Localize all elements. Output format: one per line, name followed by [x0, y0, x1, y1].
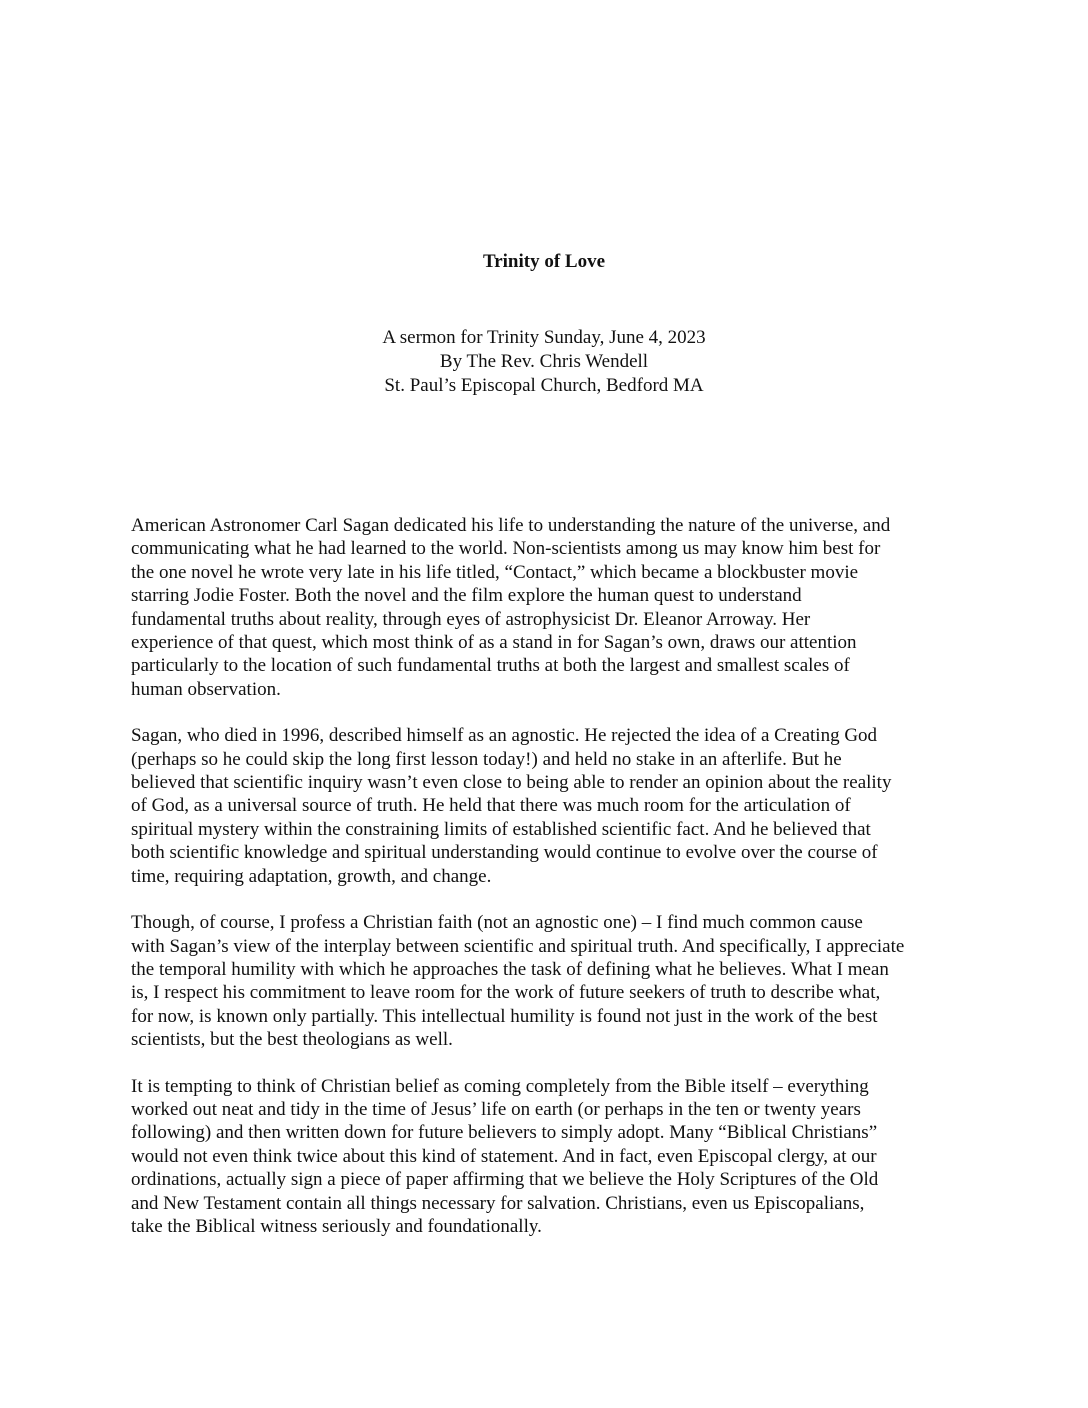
paragraph-sagan-agnostic: [131, 724, 971, 888]
text-line: scientists, but the best theologians as well.: [131, 1029, 453, 1051]
paragraph-sagan-intro: [131, 514, 971, 701]
sermon-occasion: A sermon for Trinity Sunday, June 4, 2023: [382, 327, 706, 348]
text-line: ordinations, actually sign a piece of paper affirming that we believe the Holy Scriptures of the Old: [131, 1169, 879, 1191]
text-line: (perhaps so he could skip the long first lesson today!) and held no stake in an afterlife. But he: [131, 748, 842, 770]
text-line: take the Biblical witness seriously and foundationally.: [131, 1215, 542, 1237]
paragraph-christian-faith: [131, 911, 971, 1051]
text-line: American Astronomer Carl Sagan dedicated his life to understanding the nature of the universe, and: [131, 515, 891, 536]
text-line: and New Testament contain all things necessary for salvation. Christians, even us Episcopalians,: [131, 1192, 865, 1214]
paragraph-biblical-belief: [131, 1075, 971, 1239]
text-line: believed that scientific inquiry wasn’t even close to being able to render an opinion about the reality: [131, 772, 892, 794]
text-line: would not even think twice about this kind of statement. And in fact, even Episcopal clergy, at our: [131, 1145, 877, 1167]
sermon-body: [131, 514, 971, 1261]
text-line: communicating what he had learned to the world. Non-scientists among us may know him best for: [131, 538, 881, 560]
text-line: Though, of course, I profess a Christian faith (not an agnostic one) – I find much common cause: [131, 912, 863, 934]
text-line: spiritual mystery within the constraining limits of established scientific fact. And he believed that: [131, 818, 871, 840]
text-line: Sagan, who died in 1996, described himself as an agnostic. He rejected the idea of a Creating God: [131, 725, 878, 747]
sermon-author: By The Rev. Chris Wendell: [439, 351, 649, 372]
text-line: the temporal humility with which he approaches the task of defining what he believes. What I mean: [131, 958, 889, 980]
text-line: particularly to the location of such fundamental truths at both the largest and smallest scales of: [131, 655, 850, 677]
text-line: starring Jodie Foster. Both the novel and the film explore the human quest to understand: [131, 585, 802, 607]
sermon-title: Trinity of Love: [482, 251, 606, 272]
text-line: time, requiring adaptation, growth, and change.: [131, 865, 492, 887]
text-line: is, I respect his commitment to leave room for the work of future seekers of truth to describe what,: [131, 982, 881, 1004]
sermon-church: St. Paul’s Episcopal Church, Bedford MA: [384, 375, 704, 396]
text-line: the one novel he wrote very late in his life titled, “Contact,” which became a blockbuster movie: [131, 561, 859, 583]
text-line: of God, as a universal source of truth. He held that there was much room for the articulation of: [131, 795, 851, 817]
text-line: fundamental truths about reality, through eyes of astrophysicist Dr. Eleanor Arroway. Her: [131, 608, 811, 630]
sermon-byline: [0, 326, 1088, 398]
text-line: for now, is known only partially. This intellectual humility is found not just in the work of the best: [131, 1005, 878, 1027]
text-line: worked out neat and tidy in the time of Jesus’ life on earth (or perhaps in the ten or twenty years: [131, 1098, 861, 1120]
text-line: It is tempting to think of Christian belief as coming completely from the Bible itself – everything: [131, 1075, 869, 1097]
text-line: following) and then written down for future believers to simply adopt. Many “Biblical Christians”: [131, 1122, 878, 1144]
text-line: human observation.: [131, 678, 281, 700]
text-line: both scientific knowledge and spiritual understanding would continue to evolve over the course of: [131, 842, 878, 864]
text-line: experience of that quest, which most think of as a stand in for Sagan’s own, draws our attention: [131, 632, 857, 654]
text-line: with Sagan’s view of the interplay between scientific and spiritual truth. And specifically, I appreciate: [131, 935, 905, 957]
